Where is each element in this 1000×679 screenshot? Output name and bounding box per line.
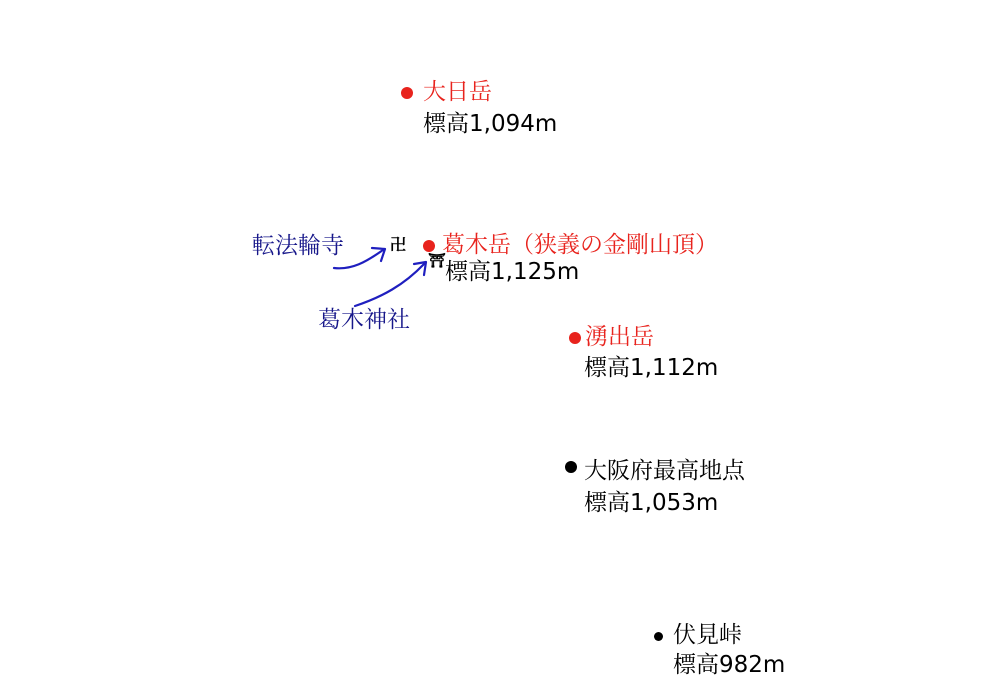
temple-label: 転法輪寺 — [252, 233, 344, 259]
katsuragi-elevation: 標高1,125m — [445, 259, 580, 285]
katsuragi-name: 葛木岳（狭義の金剛山頂） — [442, 232, 718, 258]
osaka-name: 大阪府最高地点 — [584, 458, 745, 484]
waku-marker — [569, 332, 581, 344]
temple-icon: 卍 — [390, 235, 407, 254]
shrine-arrow — [355, 264, 424, 306]
osaka-marker — [565, 461, 577, 473]
dainichi-name: 大日岳 — [423, 79, 492, 105]
dainichi-elevation: 標高1,094m — [423, 111, 558, 137]
katsuragi-marker — [423, 240, 435, 252]
waku-elevation: 標高1,112m — [584, 355, 719, 381]
fushimi-name: 伏見峠 — [673, 622, 742, 648]
fushimi-elevation: 標高982m — [673, 652, 786, 678]
dainichi-marker — [401, 87, 413, 99]
waku-name: 湧出岳 — [585, 324, 654, 350]
shrine-icon: ⛩ — [428, 253, 446, 269]
fushimi-marker — [654, 632, 663, 641]
osaka-elevation: 標高1,053m — [584, 490, 719, 516]
shrine-label: 葛木神社 — [318, 307, 410, 333]
temple-arrow-head — [372, 248, 385, 261]
